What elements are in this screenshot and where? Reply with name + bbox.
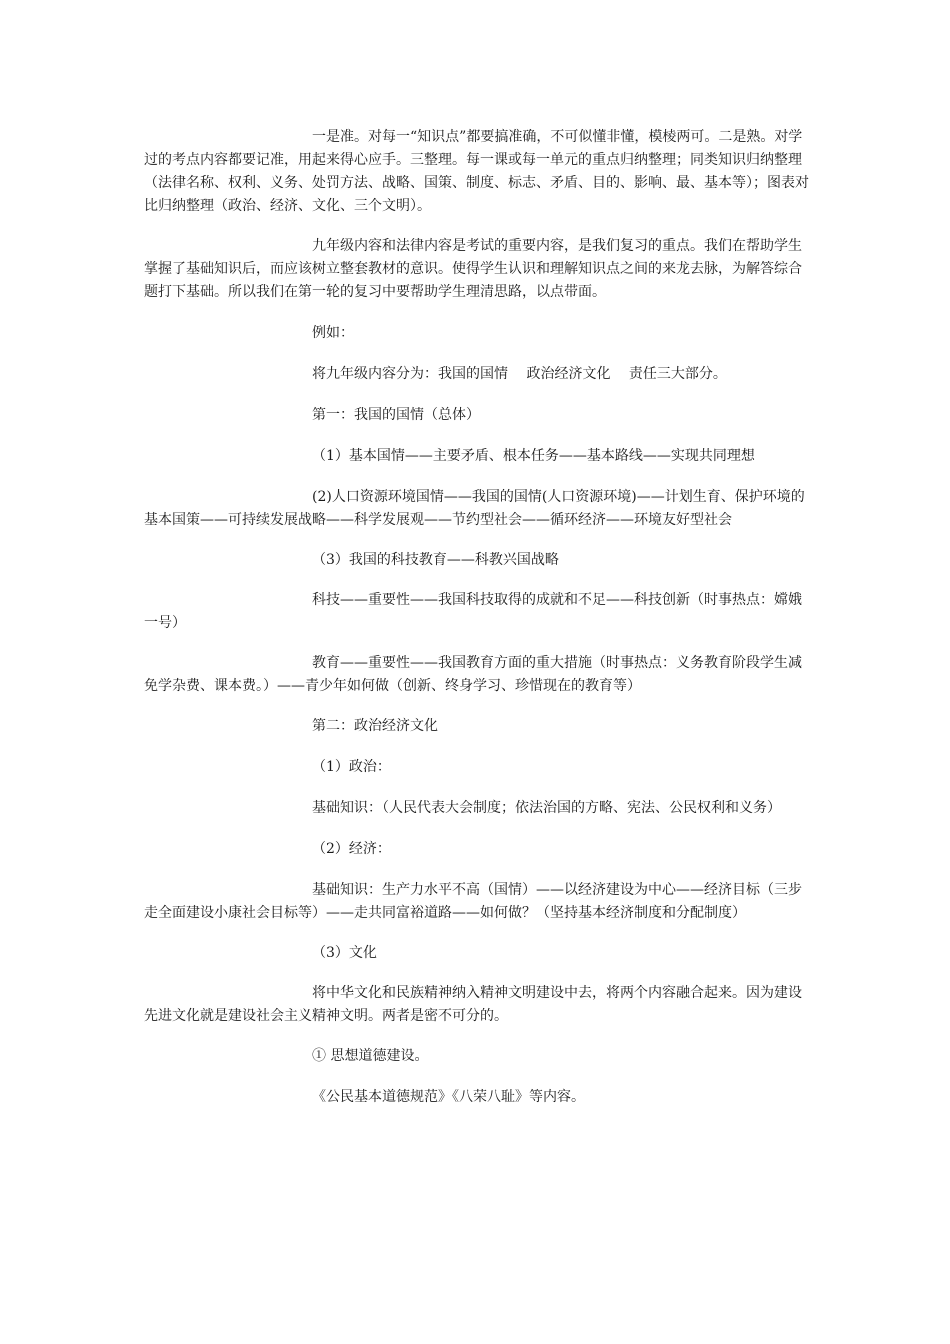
item-basic-national-conditions: （1）基本国情——主要矛盾、根本任务——基本路线——实现共同理想 bbox=[312, 448, 755, 464]
item-population-resources-environment: (2)人口资源环境国情——我国的国情(人口资源环境)——计划生育、保护环境的基本国策——可持续发展战略——科学发展观——节约型社会——循环经济——环境友好型社会 bbox=[144, 489, 805, 528]
item-science-education: （3）我国的科技教育——科教兴国战略 bbox=[312, 552, 559, 568]
item-economy-basics: 基础知识：生产力水平不高（国情）——以经济建设为中心——经济目标（三步走全面建设小康社会目标等）——走共同富裕道路——如何做？（坚持基本经济制度和分配制度） bbox=[144, 882, 802, 921]
item-science-technology: 科技——重要性——我国科技取得的成就和不足——科技创新（时事热点：嫦娥一号） bbox=[144, 592, 802, 631]
heading-part-two: 第二：政治经济文化 bbox=[312, 718, 438, 734]
item-moral-construction: ① 思想道德建设。 bbox=[312, 1048, 429, 1064]
item-politics: （1）政治： bbox=[312, 759, 391, 775]
heading-part-one: 第一：我国的国情（总体） bbox=[312, 407, 480, 423]
paragraph-study-method: 一是准。对每一“知识点”都要搞准确，不可似懂非懂，模棱两可。二是熟。对学过的考点内容都要记准，用起来得心应手。三整理。每一课或每一单元的重点归纳整理；同类知识归纳整理（法律名称、权利、义务、处罚方法、战略、国策、制度、标志、矛盾、目的、影响、最、基本等）；图表对比归纳整理（政治、经济、文化、三个文明）。 bbox=[144, 129, 809, 214]
item-culture: （3）文化 bbox=[312, 945, 377, 961]
paragraph-grade-nine-focus: 九年级内容和法律内容是考试的重要内容，是我们复习的重点。我们在帮助学生掌握了基础知识后，而应该树立整套教材的意识。使得学生认识和理解知识点之间的来龙去脉，为解答综合题打下基础。所以我们在第一轮的复习中要帮助学生理清思路，以点带面。 bbox=[144, 238, 802, 300]
item-education: 教育——重要性——我国教育方面的重大措施（时事热点：义务教育阶段学生减免学杂费、课本费。）——青少年如何做（创新、终身学习、珍惜现在的教育等） bbox=[144, 655, 802, 694]
paragraph-example: 例如： bbox=[312, 325, 354, 341]
document-page bbox=[144, 126, 810, 1109]
item-economy: （2）经济： bbox=[312, 841, 391, 857]
item-culture-description: 将中华文化和民族精神纳入精神文明建设中去，将两个内容融合起来。因为建设先进文化就是建设社会主义精神文明。两者是密不可分的。 bbox=[144, 985, 802, 1024]
item-politics-basics: 基础知识：（人民代表大会制度；依法治国的方略、宪法、公民权利和义务） bbox=[312, 800, 781, 816]
item-moral-codes: 《公民基本道德规范》《八荣八耻》等内容。 bbox=[312, 1089, 585, 1105]
paragraph-three-parts: 将九年级内容分为：我国的国情 政治经济文化 责任三大部分。 bbox=[312, 366, 727, 382]
